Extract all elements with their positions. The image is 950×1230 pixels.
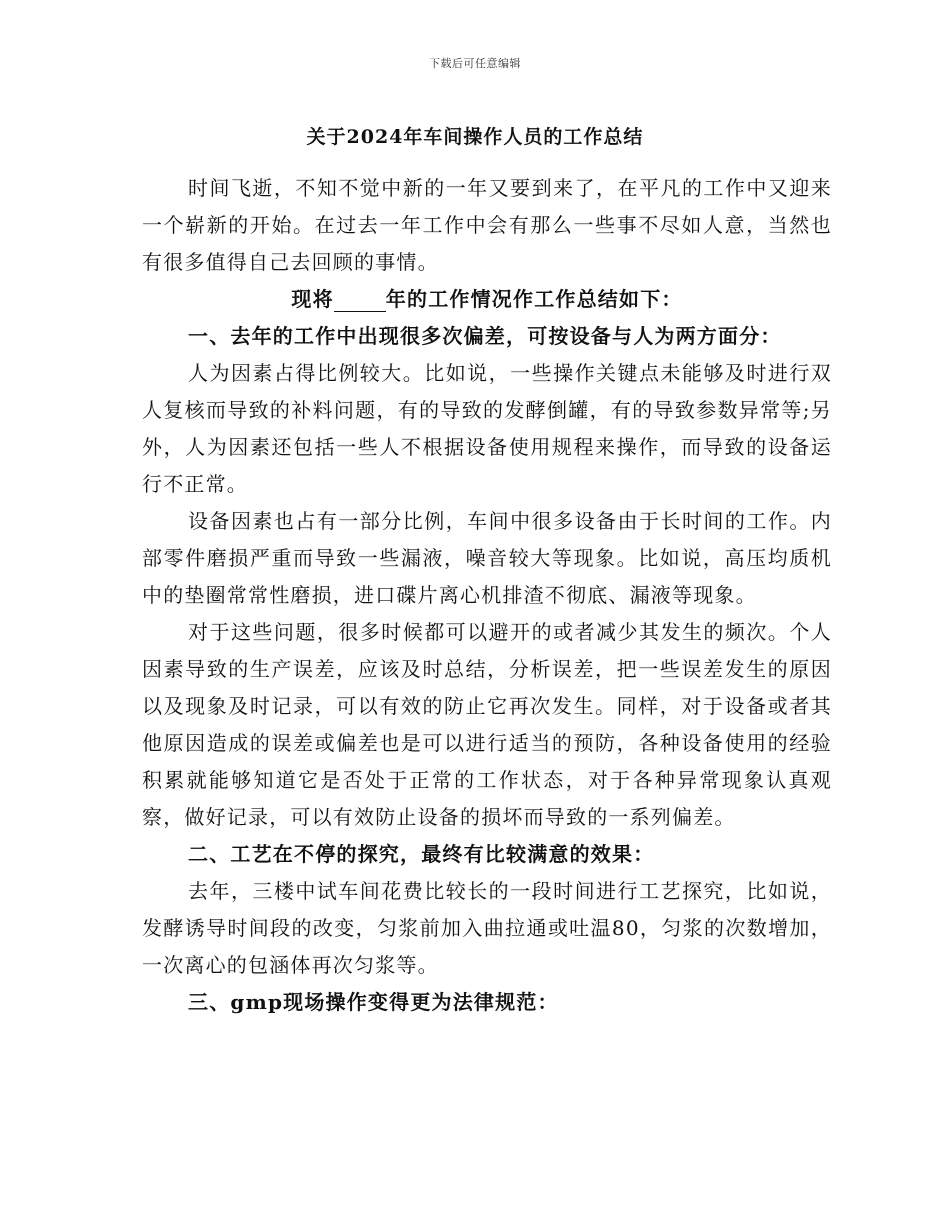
paragraph-process-research: 去年，三楼中试车间花费比较长的一段时间进行工艺探究，比如说，发酵诱导时间段的改变，匀浆前加入曲拉通或吐温80，匀浆的次数增加，一次离心的包涵体再次匀浆等。 bbox=[142, 879, 832, 977]
header-note: 下载后可任意编辑 bbox=[429, 57, 521, 70]
document-body bbox=[142, 170, 832, 1021]
paragraph-equipment-factors: 设备因素也占有一部分比例，车间中很多设备由于长时间的工作。内部零件磨损严重而导致一些漏液，噪音较大等现象。比如说，高压均质机中的垫圈常常性磨损，进口碟片离心机排渣不彻底、漏液等现象。 bbox=[142, 509, 832, 607]
summary-intro-before: 现将 bbox=[291, 287, 334, 311]
document-title: 关于2024年车间操作人员的工作总结 bbox=[306, 126, 644, 148]
paragraph-intro: 时间飞逝，不知不觉中新的一年又要到来了，在平凡的工作中又迎来一个崭新的开始。在过去一年工作中会有那么一些事不尽如人意，当然也有很多值得自己去回顾的事情。 bbox=[142, 176, 832, 274]
paragraph-human-factors: 人为因素占得比例较大。比如说，一些操作关键点未能够及时进行双人复核而导致的补料问题，有的导致的发酵倒罐，有的导致参数异常等;另外，人为因素还包括一些人不根据设备使用规程来操作，而导致的设备运行不正常。 bbox=[142, 361, 832, 496]
year-blank-field bbox=[334, 291, 386, 312]
summary-intro-after: 年的工作情况作工作总结如下： bbox=[385, 287, 683, 311]
summary-intro-line bbox=[142, 281, 832, 318]
paragraph-prevention: 对于这些问题，很多时候都可以避开的或者减少其发生的频次。个人因素导致的生产误差，应该及时总结，分析误差，把一些误差发生的原因以及现象及时记录，可以有效的防止它再次发生。同样，对于设备或者其他原因造成的误差或偏差也是可以进行适当的预防，各种设备使用的经验积累就能够知道它是否处于正常的工作状态，对于各种异常现象认真观察，做好记录，可以有效防止设备的损坏而导致的一系列偏差。 bbox=[142, 620, 832, 829]
section-heading-3: 三、gmp现场操作变得更为法律规范： bbox=[188, 990, 559, 1014]
section-heading-2: 二、工艺在不停的探究，最终有比较满意的效果： bbox=[188, 842, 655, 866]
section-heading-1: 一、去年的工作中出现很多次偏差，可按设备与人为两方面分： bbox=[188, 324, 782, 348]
